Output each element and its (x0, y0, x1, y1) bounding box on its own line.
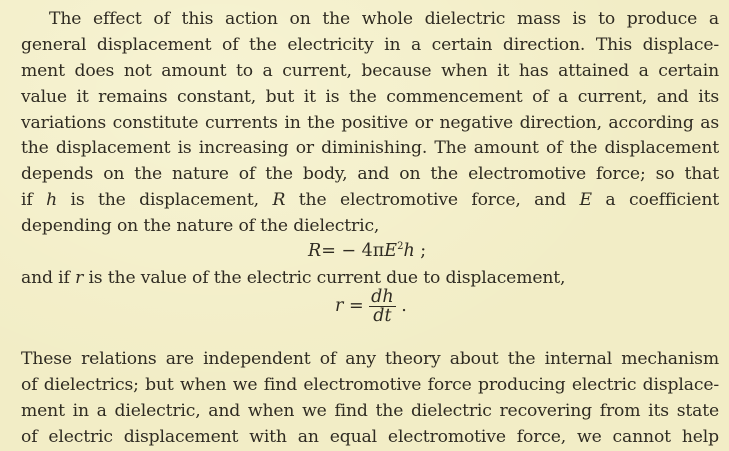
text-line: depends on the nature of the body, and on the electromotive force; so that (21, 164, 719, 184)
text-line: of electric displacement with an equal electromotive force, we cannot help (21, 427, 719, 447)
text-fragment: and if (21, 268, 76, 288)
text-line: ment in a dielectric, and when we find the dielectric recovering from its state (21, 401, 719, 421)
equation-displacement (308, 236, 426, 262)
text-fragment: if (21, 190, 47, 210)
text-line: These relations are independent of any theory about the internal mechanism (21, 349, 719, 369)
fraction-numerator: dh (371, 287, 394, 307)
text-fragment: a coefficient (591, 190, 720, 210)
text-line-with-variables (21, 189, 719, 211)
text-line: The effect of this action on the whole dielectric mass is to produce a (49, 9, 719, 29)
eq-exponent: 2 (397, 241, 404, 252)
text-line: value it remains constant, but it is the commencement of a current, and its (21, 87, 719, 107)
text-line: variations constitute currents in the positive or negative direction, according as (21, 113, 719, 133)
text-line: general displacement of the electricity in a certain direction. This displace- (21, 35, 719, 55)
text-fragment: the electromotive force, and (285, 190, 580, 210)
text-fragment: is the displacement, (56, 190, 273, 210)
text-line: ment does not amount to a current, because when it has attained a certain (21, 61, 719, 81)
eq-operator: = − 4π (321, 241, 385, 261)
eq-var-E: E (384, 241, 398, 261)
eq-lhs: R (308, 241, 322, 261)
text-line: depending on the nature of the dielectric, (21, 216, 380, 236)
equation-current (335, 288, 407, 325)
eq-equals: = (343, 296, 370, 316)
eq-lhs: r (335, 296, 344, 316)
eq-var-h: h (403, 241, 415, 261)
text-line: of dielectrics; but when we find electromotive force producing electric displace- (21, 375, 719, 395)
text-line-with-variables (21, 267, 719, 289)
eq-end: ; (414, 241, 427, 261)
variable-E: E (579, 190, 592, 210)
eq-end: . (395, 296, 407, 316)
variable-r: r (75, 268, 84, 288)
variable-h: h (46, 190, 57, 210)
fraction-denominator: dt (373, 306, 392, 326)
variable-R: R (272, 190, 286, 210)
fraction (369, 288, 395, 325)
text-line: the displacement is increasing or diminishing. The amount of the displacement (21, 138, 719, 158)
text-fragment: is the value of the electric current due to displacement, (83, 268, 566, 288)
